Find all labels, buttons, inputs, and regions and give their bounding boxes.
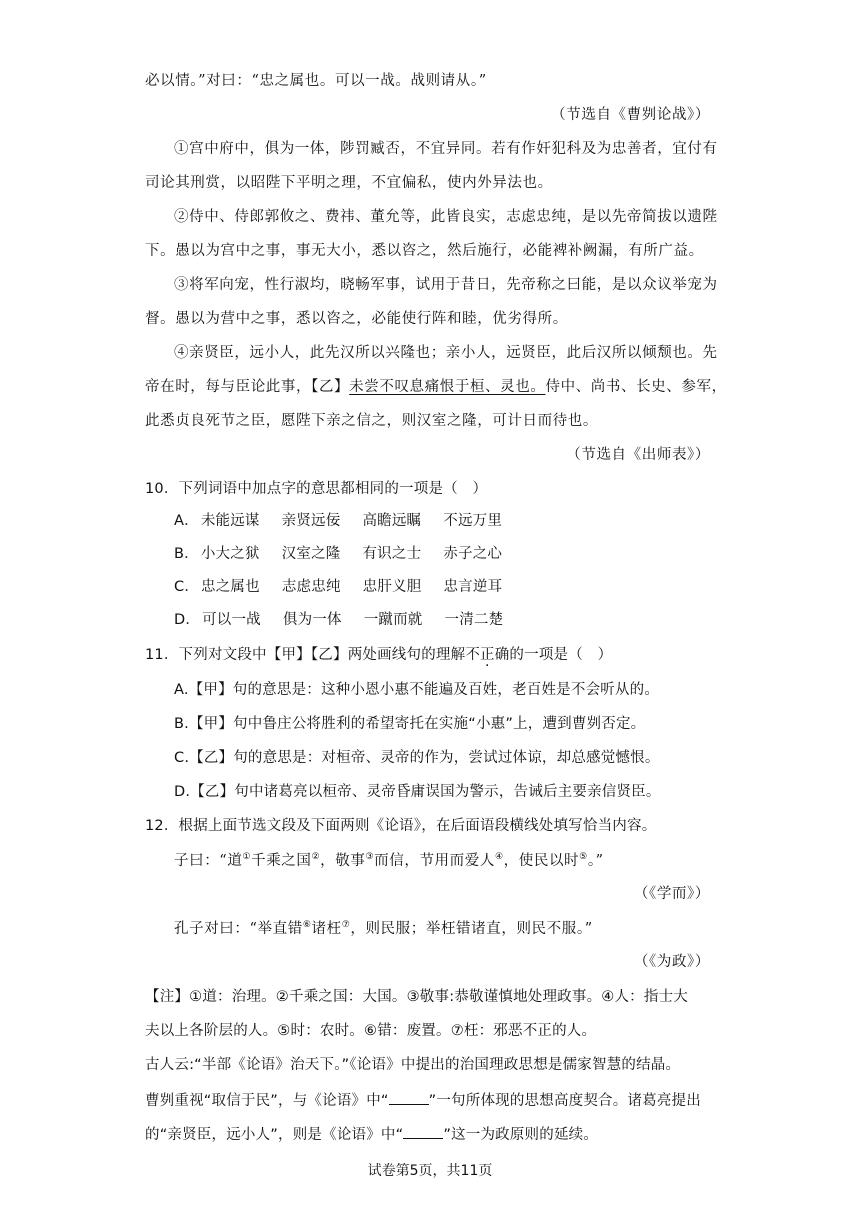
p4-post: 侍中、尚书、长史、参军， (545, 379, 727, 395)
source-chushibiao: （节选自《出师表》） (566, 447, 710, 463)
passage-yi-p3-line2: 督。愚以为营中之事，悉以咨之，必能使行阵和睦，优劣得所。 (145, 311, 568, 327)
q10-option-a[interactable]: A． 未能远谋 亲贤远佞 高瞻远瞩 不远万里 (174, 513, 503, 529)
q10-option-c[interactable]: C． 忠之属也 志虑忠纯 忠肝义胆 忠言逆耳 (174, 579, 503, 595)
lunyu-quote-1: 子曰：“道①千乘之国②，敬事③而信，节用而爱人④，使民以时⑤。” (174, 852, 604, 869)
question-12-stem: 12．根据上面节选文段及下面两则《论语》，在后面语段横线处填写恰当内容。 (145, 818, 657, 834)
q11-option-a[interactable]: A.【甲】句的意思是：这种小恩小惠不能遍及百姓，老百姓是不会听从的。 (174, 682, 660, 698)
q10-option-d[interactable]: D． 可以一战 俱为一体 一蹴而就 一清二楚 (174, 612, 504, 628)
page-footer: 试卷第5页，共11页 (367, 1163, 493, 1179)
passage-yi-p3-line1: ③将军向宠，性行淑均，晓畅军事，试用于昔日，先帝称之曰能，是以众议举宠为 (174, 277, 718, 293)
p4-pre: 帝在时，每与臣论此事，【乙】 (145, 379, 350, 395)
paragraph-line2: 曹刿重视“取信于民”，与《论语》中“ ”一句所体现的思想高度契合。诸葛亮提出 (145, 1093, 701, 1109)
answer-blank-1[interactable] (389, 1092, 429, 1105)
paragraph-line3: 的“亲贤臣，远小人”，则是《论语》中“ ”这一为政原则的延续。 (145, 1127, 599, 1143)
question-11-stem: 11．下列对文段中【甲】【乙】两处画线句的理解不正确的一项是（ ） (145, 647, 613, 663)
q10-option-b[interactable]: B． 小大之狱 汉室之隆 有识之士 赤子之心 (174, 546, 503, 562)
passage-yi-p4-line2 (145, 380, 727, 395)
q11-option-d[interactable]: D.【乙】句中诸葛亮以桓帝、灵帝昏庸误国为警示，告诫后主要亲信贤臣。 (174, 784, 661, 800)
annotation-line1: 【注】①道：治理。②千乘之国：大国。③敬事:恭敬谨慎地处理政事。④人：指士大 (145, 989, 688, 1005)
emphasis-not-correct: 不正确 (465, 647, 510, 663)
annotation-line2: 夫以上各阶层的人。⑤时：农时。⑥错：废置。⑦枉：邪恶不正的人。 (145, 1023, 597, 1039)
source-xueer: （《学而》） (633, 886, 710, 902)
paragraph-line1: 古人云:“半部《论语》治天下。”《论语》中提出的治国理政思想是儒家智慧的结晶。 (145, 1057, 681, 1073)
passage-yi-p4-line1: ④亲贤臣，远小人，此先汉所以兴隆也；亲小人，远贤臣，此后汉所以倾颓也。先 (174, 345, 718, 361)
source-caogui: （节选自《曹刿论战》） (551, 107, 710, 123)
passage-jia-tail: 必以情。”对曰：“忠之属也。可以一战。战则请从。” (145, 73, 487, 89)
yi-underlined-sentence: 未尝不叹息痛恨于桓、灵也。 (349, 379, 546, 395)
q11-option-c[interactable]: C.【乙】句的意思是：对桓帝、灵帝的作为，尝试过体谅，却总感觉憾恨。 (174, 750, 660, 766)
passage-yi-p1-line2: 司论其刑赏，以昭陛下平明之理，不宜偏私，使内外异法也。 (145, 175, 553, 191)
passage-yi-p1-line1: ①宫中府中，俱为一体，陟罚臧否，不宜异同。若有作奸犯科及为忠善者，宜付有 (174, 141, 718, 157)
lunyu-quote-2: 孔子对曰：“举直错⑥诸枉⑦，则民服；举枉错诸直，则民不服。” (174, 920, 593, 937)
answer-blank-2[interactable] (403, 1126, 443, 1139)
passage-yi-p4-line3: 此悉贞良死节之臣，愿陛下亲之信之，则汉室之隆，可计日而待也。 (145, 413, 598, 429)
source-weizheng: （《为政》） (633, 954, 710, 970)
q11-option-b[interactable]: B.【甲】句中鲁庄公将胜利的希望寄托在实施“小惠”上，遭到曹刿否定。 (174, 716, 646, 732)
question-10-stem: 10．下列词语中加点字的意思都相同的一项是（ ） (145, 481, 488, 497)
passage-yi-p2-line2: 下。愚以为宫中之事，事无大小，悉以咨之，然后施行，必能裨补阙漏，有所广益。 (145, 243, 704, 259)
passage-yi-p2-line1: ②侍中、侍郎郭攸之、费祎、董允等，此皆良实，志虑忠纯，是以先帝简拔以遗陛 (174, 209, 718, 225)
